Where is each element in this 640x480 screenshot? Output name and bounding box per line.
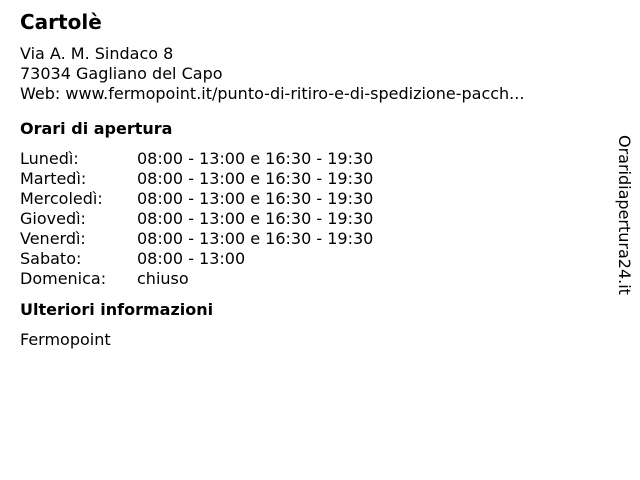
opening-hours-table — [20, 149, 610, 289]
business-card — [20, 10, 610, 350]
additional-info-text: Fermopoint — [20, 330, 111, 349]
day-label: Mercoledì: — [20, 189, 103, 208]
website-link[interactable]: Web: www.fermopoint.it/punto-di-ritiro-e-di-spedizione-pacch... — [20, 84, 525, 103]
address-block — [20, 44, 610, 104]
time-value: 08:00 - 13:00 e 16:30 - 19:30 — [137, 209, 374, 228]
day-label: Venerdì: — [20, 229, 86, 248]
hours-row-monday — [20, 149, 610, 169]
time-value: 08:00 - 13:00 e 16:30 - 19:30 — [137, 149, 374, 168]
address-city: 73034 Gagliano del Capo — [20, 64, 223, 83]
time-value: 08:00 - 13:00 e 16:30 - 19:30 — [137, 189, 374, 208]
hours-row-friday — [20, 229, 610, 249]
site-watermark: Oraridiapertura24.it — [615, 135, 634, 295]
day-label: Lunedì: — [20, 149, 79, 168]
day-label: Domenica: — [20, 269, 107, 288]
day-label: Sabato: — [20, 249, 82, 268]
time-value: 08:00 - 13:00 e 16:30 - 19:30 — [137, 169, 374, 188]
time-value: chiuso — [137, 269, 189, 288]
address-street: Via A. M. Sindaco 8 — [20, 44, 174, 63]
additional-info-heading: Ulteriori informazioni — [20, 300, 214, 319]
hours-row-sunday — [20, 269, 610, 289]
business-name: Cartolè — [20, 10, 102, 34]
day-label: Giovedì: — [20, 209, 86, 228]
hours-row-thursday — [20, 209, 610, 229]
hours-row-saturday — [20, 249, 610, 269]
hours-row-wednesday — [20, 189, 610, 209]
day-label: Martedì: — [20, 169, 87, 188]
hours-row-tuesday — [20, 169, 610, 189]
time-value: 08:00 - 13:00 — [137, 249, 246, 268]
time-value: 08:00 - 13:00 e 16:30 - 19:30 — [137, 229, 374, 248]
opening-hours-heading: Orari di apertura — [20, 119, 173, 138]
